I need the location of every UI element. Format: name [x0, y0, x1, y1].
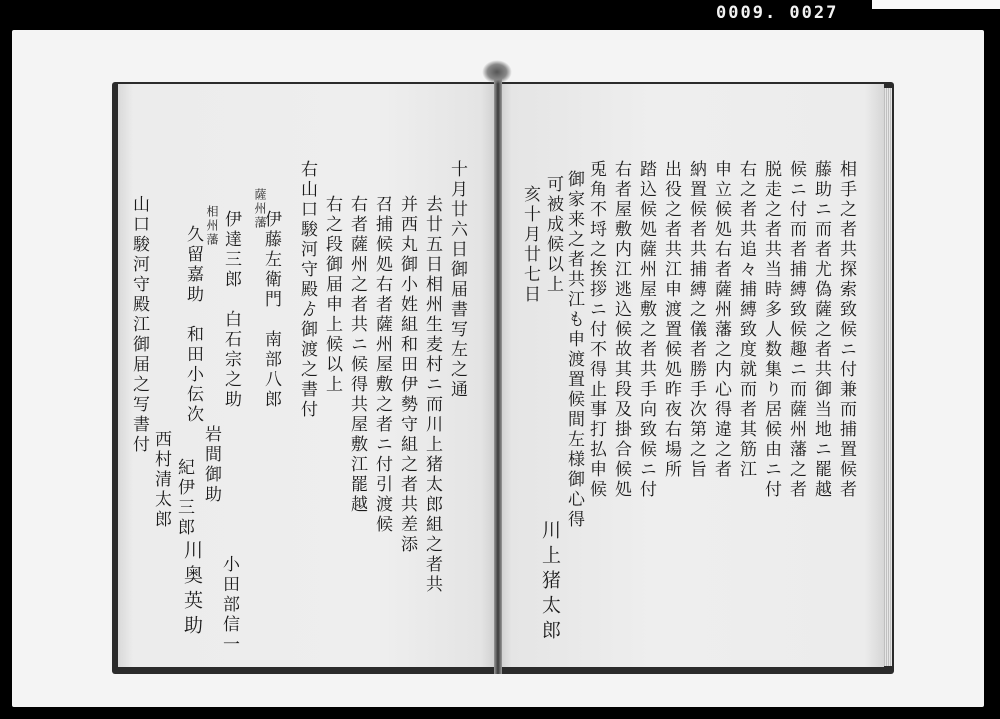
right-text-column: 藤助ニ而者尤偽薩之者共御当地ニ罷越 — [811, 160, 831, 500]
right-text-column: 申立候処右者薩州藩之内心得違之者 — [711, 160, 731, 480]
left-text-column: 右者薩州之者共ニ候得共屋敷江罷越 — [347, 195, 367, 515]
right-text-column: 右之者共追々捕縛致度就而者其筋江 — [736, 160, 756, 480]
page-stack-edge — [884, 88, 892, 666]
left-text-column: 并西丸御小姓組和田伊勢守組之者共差添 — [397, 195, 417, 555]
left-footer-column: 山口駿河守殿江御届之写書付 — [129, 195, 149, 455]
right-text-column: 右者屋敷内江逃込候故其段及掛合候処 — [611, 160, 631, 500]
left-text-column: 右之段御届申上候以上 — [322, 195, 342, 395]
book-gutter — [494, 74, 502, 674]
official-name: 小田部信一 — [219, 555, 239, 655]
left-text-column: 召捕候処右者薩州屋敷之者ニ付引渡候 — [372, 195, 392, 535]
right-text-column: 納置候者共捕縛之儀者勝手次第之旨 — [686, 160, 706, 480]
right-text-column: 脱走之者共当時多人数集り居候由ニ付 — [761, 160, 781, 500]
name-column: 紀伊三郎 — [174, 458, 194, 538]
name-column: 岩間御助 — [201, 425, 221, 505]
name-column: 伊達三郎 白石宗之助 — [221, 210, 241, 410]
right-text-column: 候ニ付而者捕縛致候趣ニ而薩州藩之者 — [786, 160, 806, 500]
frame-counter: 0009. 0027 — [716, 3, 839, 23]
name-column: 久留嘉助 和田小伝次 — [183, 225, 203, 425]
official-name: 川奥英助 — [181, 540, 203, 640]
name-column: 西村清太郎 — [151, 430, 171, 530]
domain-label: 薩州藩 — [253, 188, 267, 230]
signature: 川上猪太郎 — [539, 520, 561, 645]
film-edge-tab — [872, 0, 1000, 9]
left-text-column: 右山口駿河守殿ゟ御渡之書付 — [297, 160, 317, 420]
domain-label: 相州藩 — [205, 205, 219, 247]
right-text-column: 兎角不埒之挨拶ニ付不得止事打払申候 — [586, 160, 606, 500]
right-text-column: 可被成候以上 — [543, 175, 563, 295]
right-text-column: 出役之者共江申渡置候処昨夜右場所 — [661, 160, 681, 480]
document-date: 亥十月廿七日 — [520, 185, 540, 305]
right-text-column: 御家来之者共江も申渡置候間左様御心得 — [564, 170, 584, 530]
left-text-column: 去廿五日相州生麦村ニ而川上猪太郎組之者共 — [422, 195, 442, 595]
right-text-column: 相手之者共探索致候ニ付兼而捕置候者 — [836, 160, 856, 500]
binding-thread — [482, 60, 512, 84]
left-heading: 十月廿六日御届書写左之通 — [447, 160, 467, 400]
right-text-column: 踏込候処薩州屋敷之者共手向致候ニ付 — [636, 160, 656, 500]
name-column: 伊藤左衛門 南部八郎 — [261, 210, 281, 410]
